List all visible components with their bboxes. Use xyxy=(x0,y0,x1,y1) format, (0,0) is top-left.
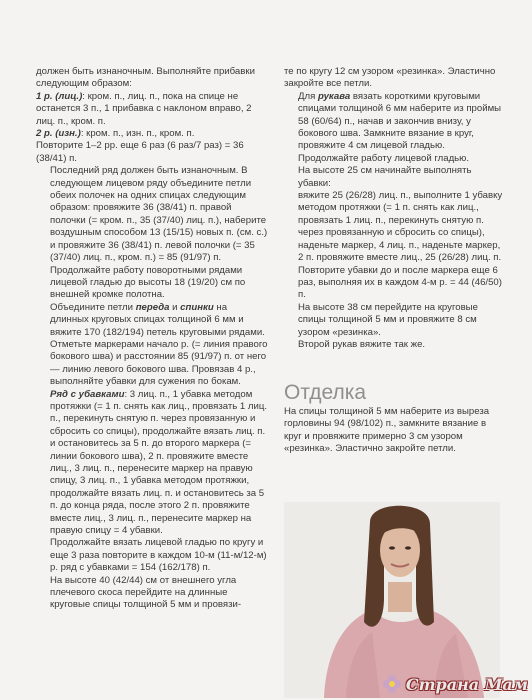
paragraph: Последний ряд должен быть изнаночным. В следующем лицевом ряду объедините петли обеих полочек на одних спицах следующим образом: провяжите 36 (38/41) п. правой полочки (= кром. п., 35 (37/40) лиц. п.), наберите воздушным способом 13 (15/15) новых п. (см. с.) и провяжите 36 (38/41) п. левой полочки (= 35 (37/40) лиц. п., кром. п.) = 85 (91/97) п. Продолжайте работу поворотными рядами лицевой гладью до высоты 18 (19/20) см по внешней кромке полотна. xyxy=(50,165,268,301)
row-2-instruction xyxy=(36,128,268,140)
front-label: переда xyxy=(135,301,170,313)
paragraph: те по кругу 12 см узором «резинка». Эластично закройте все петли. xyxy=(284,66,496,90)
model-illustration xyxy=(284,502,500,698)
paragraph: Повторите 1–2 рр. еще 6 раз (6 раз/7 раз) = 36 (38/41) п. xyxy=(36,140,244,164)
text-span: Объедините петли xyxy=(50,301,136,313)
flower-logo-icon xyxy=(381,673,403,695)
row-1-text: : кром. п., лиц. п., пока на спице не останется 3 п., 1 прибавка с наклоном вправо, 2 лиц. п., кром. п. xyxy=(36,90,252,127)
decrease-row-label: Ряд с убавками xyxy=(50,388,125,400)
paragraph: должен быть изнаночным. Выполняйте прибавки следующим образом: xyxy=(36,66,255,90)
row-2-label: 2 р. (изн.) xyxy=(36,128,81,140)
paragraph: Продолжайте вязать лицевой гладью по кругу и еще 3 раза повторите в каждом 10-м (11-м/12-м) р. ряд с убавками = 154 (162/178) п. xyxy=(50,537,267,574)
row-1-label: 1 р. (лиц.) xyxy=(36,90,83,102)
sleeve-label: рукава xyxy=(317,90,351,102)
paragraph: Повторите убавки до и после маркера еще 6 раз, выполняя их в каждом 4-м р. = 44 (46/50) п. xyxy=(298,264,502,301)
paragraph: Второй рукав вяжите так же. xyxy=(298,338,426,350)
text-span: Для xyxy=(298,90,318,102)
model-photo xyxy=(284,502,500,698)
join-instruction xyxy=(36,302,268,389)
decrease-row-instruction xyxy=(36,389,268,538)
text-span: на длинных круговых спицах толщиной 6 мм и вяжите 170 (182/194) петель круговыми рядами. Отметьте маркерами начало р. (= линия правого бокового шва) и расстоянии 85 (91/97) п. от него — линию левого бокового шва. Провязав 4 р., выполняйте убавки для сужения по бокам. xyxy=(50,301,268,388)
text-span: и xyxy=(169,301,181,313)
back-label: спинки xyxy=(180,301,214,313)
sleeve-instruction xyxy=(284,91,506,165)
row-2-text: : кром. п., изн. п., кром. п. xyxy=(80,128,195,140)
paragraph: На высоте 25 см начинайте выполнять убавки: xyxy=(298,165,472,189)
watermark xyxy=(381,670,528,698)
decrease-row-text: : 3 лиц. п., 1 убавка методом протяжки (= 1 п. снять как лиц., провязать 1 лиц. п., перекинуть снятую п. через провязанную и сбросить со спицы), продолжайте вязать лиц. п. и остановитесь за 5 п. до второго маркера (= линии бокового шва), 2 п. провяжите вместе лиц., 3 лиц. п., перенесите маркер на правую спицу, 3 лиц. п., 1 убавка методом протяжки, продолжайте вязать лиц. п. и остановитесь за 5 п. до конца ряда, после этого 2 п. провяжите вместе лиц., 3 лиц. п., перенесите маркер на правую спицу = 4 убавки. xyxy=(50,388,268,537)
paragraph: На высоте 40 (42/44) см от внешнего угла плечевого скоса перейдите на длинные круговые спицы толщиной 5 мм и провязи- xyxy=(50,574,242,611)
right-column xyxy=(284,66,506,351)
finish-text: На спицы толщиной 5 мм наберите из выреза горловины 94 (98/102) п., замкните вязание в круг и провяжите примерно 3 см узором «резинка». Эластично закройте петли. xyxy=(284,406,490,455)
paragraph: На высоте 38 см перейдите на круговые спицы толщиной 5 мм и провяжите 8 см узором «резинка». xyxy=(298,301,478,338)
text-span: вязать короткими круговыми спицами толщиной 6 мм наберите из проймы 58 (60/64) п., начав и закончив внизу, у бокового шва. Замкните вязание в круг, провяжите 4 см лицевой гладью. Продолжайте работу лицевой гладью. xyxy=(298,90,502,164)
finish-heading: Отделка xyxy=(284,381,367,404)
watermark-text: Страна Мам xyxy=(405,674,528,694)
row-1-instruction xyxy=(36,91,268,128)
left-column xyxy=(36,66,268,612)
paragraph: вяжите 25 (26/28) лиц. п., выполните 1 убавку методом протяжки (= 1 п. снять как лиц., провязать 1 лиц. п., перекинуть снятую п. через провязанную и сбросить со спицы), наденьте маркер, 4 лиц. п., наденьте маркер, 2 п. провяжите вместе лиц., 25 (26/28) лиц. п. xyxy=(298,190,503,264)
